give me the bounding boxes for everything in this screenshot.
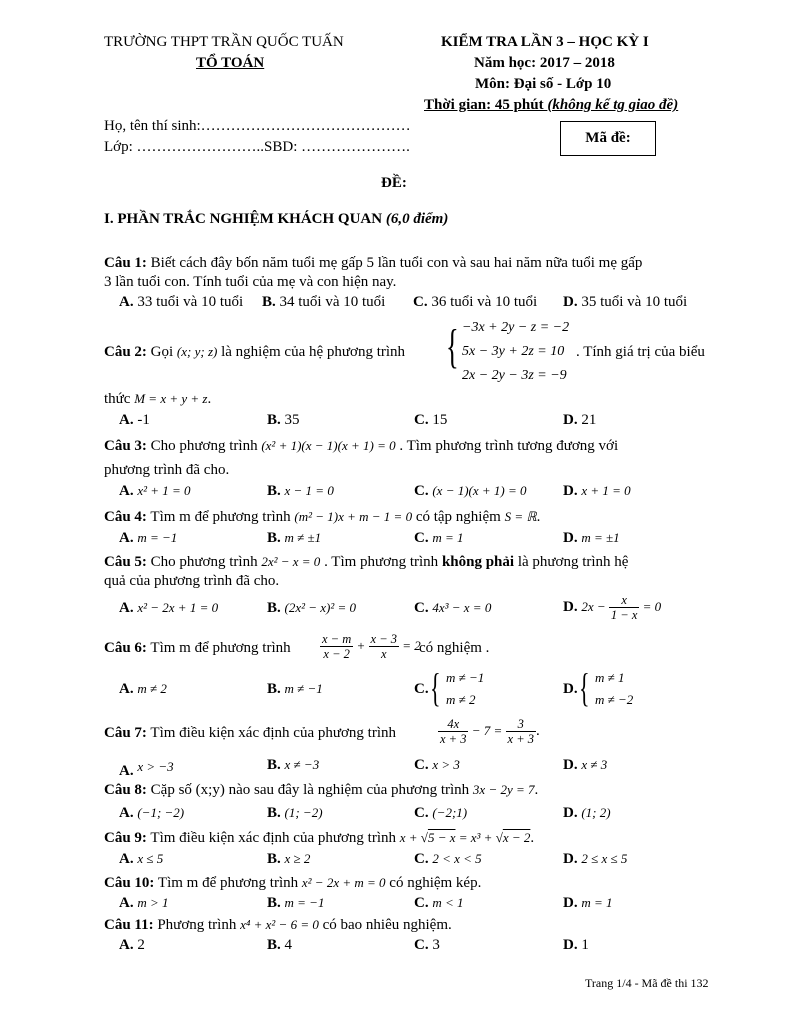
option-label: D. bbox=[563, 805, 578, 821]
option-label: C. bbox=[414, 805, 429, 821]
q5-option-d[interactable] bbox=[563, 593, 661, 622]
q2-option-b[interactable] bbox=[267, 412, 300, 429]
option-label: B. bbox=[267, 483, 281, 499]
option-text: 34 tuổi và 10 tuổi bbox=[275, 294, 386, 310]
question-3-line2: phương trình đã cho. bbox=[104, 462, 230, 478]
question-text: Gọi bbox=[146, 344, 177, 360]
option-label: D. bbox=[563, 530, 578, 546]
q5-option-b[interactable] bbox=[267, 600, 356, 617]
option-label: A. bbox=[119, 294, 134, 310]
option-label: B. bbox=[267, 600, 281, 616]
question-11 bbox=[104, 917, 452, 934]
plus-sign: + bbox=[353, 637, 369, 653]
question-label: Câu 3: bbox=[104, 438, 147, 454]
time-prefix: Thời gian: 45 phút bbox=[424, 97, 548, 113]
option-label: C. bbox=[414, 895, 429, 911]
option-label: B. bbox=[267, 681, 281, 697]
school-name: TRƯỜNG THPT TRẦN QUỐC TUẤN bbox=[104, 34, 344, 50]
option-label: D. bbox=[563, 483, 578, 499]
q4-option-d[interactable] bbox=[563, 530, 620, 547]
question-1-line2: 3 lần tuổi con. Tính tuổi của mẹ và con hiện nay. bbox=[104, 274, 397, 290]
q9-option-d[interactable] bbox=[563, 851, 627, 868]
question-text-post: . bbox=[536, 509, 541, 525]
option-d-brace: { bbox=[579, 665, 590, 710]
q11-option-a[interactable] bbox=[119, 937, 145, 954]
option-label: C. bbox=[414, 483, 429, 499]
option-math: x − 1 = 0 bbox=[284, 483, 334, 498]
option-label: A. bbox=[119, 600, 134, 616]
q6-option-a[interactable] bbox=[119, 681, 167, 698]
option-text: 4 bbox=[280, 937, 293, 953]
option-text: 36 tuổi và 10 tuổi bbox=[427, 294, 538, 310]
q10-option-d[interactable] bbox=[563, 895, 613, 912]
option-math: x ≤ 5 bbox=[137, 851, 164, 866]
option-math: x ≠ −3 bbox=[284, 757, 320, 772]
q1-option-d[interactable] bbox=[563, 294, 687, 311]
q6-option-b[interactable] bbox=[267, 681, 323, 698]
question-text: Tìm m để phương trình bbox=[154, 875, 302, 891]
system-line: m ≠ 2 bbox=[446, 692, 476, 707]
emphasis: không phải bbox=[441, 554, 515, 570]
option-math: x > 3 bbox=[432, 757, 460, 772]
q8-option-b[interactable] bbox=[267, 805, 323, 822]
section-title bbox=[104, 211, 448, 228]
q4-option-b[interactable] bbox=[267, 530, 321, 547]
option-math-tail: = 0 bbox=[639, 598, 662, 614]
option-label: D. bbox=[563, 681, 578, 697]
question-label: Câu 4: bbox=[104, 509, 147, 525]
exam-heading: ĐỀ: bbox=[381, 175, 407, 191]
exam-code-label: Mã đề: bbox=[585, 130, 631, 146]
question-7-equation bbox=[438, 717, 540, 746]
question-label: Câu 5: bbox=[104, 554, 147, 570]
question-3 bbox=[104, 438, 618, 455]
equation: 3x − 2y = 7 bbox=[472, 782, 535, 797]
equation-part: = x³ + bbox=[455, 830, 496, 845]
system-line: m ≠ 1 bbox=[595, 670, 625, 685]
option-label: A. bbox=[119, 530, 134, 546]
option-label: B. bbox=[267, 412, 281, 428]
question-7 bbox=[104, 725, 396, 742]
option-label: A. bbox=[119, 805, 134, 821]
option-text: 33 tuổi và 10 tuổi bbox=[133, 294, 244, 310]
department-name: TỔ TOÁN bbox=[196, 55, 265, 71]
fraction-denominator: x + 3 bbox=[440, 732, 467, 746]
option-math: m < 1 bbox=[432, 895, 464, 910]
option-math: m = ±1 bbox=[581, 530, 620, 545]
option-label: C. bbox=[414, 681, 429, 697]
equation: x⁴ + x² − 6 = 0 bbox=[240, 917, 319, 932]
equation: 2x² − x = 0 bbox=[261, 554, 321, 569]
page-footer: Trang 1/4 - Mã đề thi 132 bbox=[585, 976, 709, 990]
fraction-denominator: x bbox=[381, 647, 387, 661]
q1-option-b[interactable] bbox=[262, 294, 385, 311]
question-text: Biết cách đây bốn năm tuổi mẹ gấp 5 lần tuổi con và sau hai năm nữa tuổi mẹ gấp bbox=[146, 255, 643, 271]
option-label: D. bbox=[563, 294, 578, 310]
option-math: m = 1 bbox=[581, 895, 613, 910]
question-label: Câu 11: bbox=[104, 917, 154, 933]
option-label: D. bbox=[563, 412, 578, 428]
q5-option-a[interactable] bbox=[119, 600, 218, 617]
q3-option-c[interactable] bbox=[414, 483, 527, 500]
fraction-denominator: 1 − x bbox=[610, 608, 638, 622]
q2-option-d[interactable] bbox=[563, 412, 596, 429]
question-2-line2: thức M = x + y + z. bbox=[104, 391, 212, 407]
question-text: Tìm m để phương trình bbox=[146, 509, 295, 525]
fraction-numerator: x bbox=[609, 593, 639, 608]
radicand: 5 − x bbox=[427, 830, 456, 845]
system-line: m ≠ −2 bbox=[595, 692, 634, 707]
q6-option-d[interactable] bbox=[563, 681, 578, 698]
option-math: (1; 2) bbox=[581, 805, 611, 820]
fraction-1 bbox=[320, 632, 353, 661]
question-1 bbox=[104, 255, 642, 272]
fraction-denominator: x − 2 bbox=[323, 647, 350, 661]
q8-option-d[interactable] bbox=[563, 805, 611, 822]
question-text: thức bbox=[104, 391, 135, 407]
option-text: 21 bbox=[577, 412, 597, 428]
option-label: D. bbox=[563, 851, 578, 867]
option-math: 2 ≤ x ≤ 5 bbox=[581, 851, 628, 866]
fraction-1 bbox=[438, 717, 468, 746]
question-2-post: . Tính giá trị của biểu bbox=[576, 344, 705, 360]
question-text-post: là phương trình hệ bbox=[514, 554, 629, 570]
option-math: m > 1 bbox=[137, 895, 169, 910]
option-label: A. bbox=[119, 412, 134, 428]
option-label: B. bbox=[267, 937, 281, 953]
q11-option-d[interactable] bbox=[563, 937, 589, 954]
option-label: A. bbox=[119, 681, 134, 697]
option-label: B. bbox=[267, 530, 281, 546]
equation-mid: − 7 = bbox=[468, 722, 506, 738]
q2-option-a[interactable] bbox=[119, 412, 150, 429]
option-math: m = −1 bbox=[284, 895, 325, 910]
equation: x² − 2x + m = 0 bbox=[301, 875, 386, 890]
question-label: Câu 1: bbox=[104, 255, 147, 271]
period: . bbox=[530, 830, 535, 846]
question-text: Tìm điều kiện xác định của phương trình bbox=[146, 830, 400, 846]
option-text: 3 bbox=[428, 937, 440, 953]
q10-option-b[interactable] bbox=[267, 895, 324, 912]
option-label: C. bbox=[414, 600, 429, 616]
option-label: B. bbox=[267, 895, 281, 911]
option-math: 2 < x < 5 bbox=[432, 851, 482, 866]
question-label: Câu 2: bbox=[104, 344, 147, 360]
q1-option-c[interactable] bbox=[413, 294, 537, 311]
q10-option-a[interactable] bbox=[119, 895, 169, 912]
q1-option-a[interactable] bbox=[119, 294, 243, 311]
equation-system bbox=[462, 316, 569, 388]
option-math: 2x − bbox=[581, 598, 609, 614]
q4-option-a[interactable] bbox=[119, 530, 177, 547]
option-label: A. bbox=[119, 763, 134, 779]
fraction bbox=[609, 593, 639, 622]
student-class-line: Lớp: ……………………..SBD: …………………. bbox=[104, 139, 410, 155]
option-math: (1; −2) bbox=[284, 805, 323, 820]
q4-option-c[interactable] bbox=[414, 530, 464, 547]
fraction-numerator: 3 bbox=[506, 717, 536, 732]
option-math: (2x² − x)² = 0 bbox=[284, 600, 357, 615]
option-text: 2 bbox=[133, 937, 145, 953]
option-math: m ≠ −1 bbox=[284, 681, 323, 696]
option-math: x + 1 = 0 bbox=[581, 483, 631, 498]
option-label: B. bbox=[267, 757, 281, 773]
system-brace: { bbox=[446, 320, 459, 373]
question-label: Câu 10: bbox=[104, 875, 155, 891]
option-math: x > −3 bbox=[137, 759, 174, 774]
question-text-mid: có tập nghiệm bbox=[412, 509, 505, 525]
q9-option-a[interactable] bbox=[119, 851, 163, 868]
question-4 bbox=[104, 509, 540, 526]
question-label: Câu 8: bbox=[104, 782, 147, 798]
option-text: 35 bbox=[280, 412, 300, 428]
period: . bbox=[534, 782, 539, 798]
option-math: m = 1 bbox=[432, 530, 464, 545]
question-5-line2: quả của phương trình đã cho. bbox=[104, 573, 280, 589]
option-d-system bbox=[595, 667, 633, 711]
option-math: m = −1 bbox=[137, 530, 178, 545]
option-math: (−1; −2) bbox=[137, 805, 185, 820]
period: . bbox=[536, 722, 540, 739]
fraction-numerator: x − m bbox=[322, 632, 352, 646]
system-line: m ≠ −1 bbox=[446, 670, 485, 685]
question-text-mid: là nghiệm của hệ phương trình bbox=[217, 344, 406, 360]
option-label: C. bbox=[413, 294, 428, 310]
fraction-numerator: 4x bbox=[438, 717, 468, 732]
exam-title: KIỂM TRA LẦN 3 – HỌC KỲ I bbox=[441, 34, 649, 50]
option-text: -1 bbox=[133, 412, 150, 428]
option-text: 1 bbox=[577, 937, 589, 953]
option-label: D. bbox=[563, 895, 578, 911]
system-eq-2: 5x − 3y + 2z = 10 bbox=[462, 344, 565, 359]
q2-option-c[interactable] bbox=[414, 412, 447, 429]
q7-option-b[interactable] bbox=[267, 757, 319, 774]
option-math: x² − 2x + 1 = 0 bbox=[137, 600, 219, 615]
option-label: A. bbox=[119, 483, 134, 499]
radical-1: √5 − x bbox=[420, 830, 456, 845]
option-math: m ≠ 2 bbox=[137, 681, 167, 696]
option-math: x ≥ 2 bbox=[284, 851, 311, 866]
question-2 bbox=[104, 344, 405, 361]
option-math: (−2;1) bbox=[432, 805, 468, 820]
question-text: Cho phương trình bbox=[146, 554, 262, 570]
radicand: x − 2 bbox=[502, 830, 531, 845]
question-text-post: . Tìm phương trình tương đương với bbox=[395, 438, 619, 454]
option-label: D. bbox=[563, 757, 578, 773]
option-math: x² + 1 = 0 bbox=[137, 483, 191, 498]
question-10 bbox=[104, 875, 481, 892]
system-eq-1: −3x + 2y − z = −2 bbox=[462, 320, 570, 335]
option-label: C. bbox=[414, 530, 429, 546]
option-math: x ≠ 3 bbox=[581, 757, 608, 772]
option-label: C. bbox=[414, 851, 429, 867]
option-label: D. bbox=[563, 598, 578, 615]
question-text-post: có bao nhiêu nghiệm. bbox=[318, 917, 452, 933]
question-label: Câu 6: bbox=[104, 640, 147, 656]
fraction-2 bbox=[369, 632, 399, 661]
q3-option-b[interactable] bbox=[267, 483, 334, 500]
q7-option-c[interactable] bbox=[414, 757, 460, 774]
section-label: I. PHẦN TRẮC NGHIỆM KHÁCH QUAN bbox=[104, 211, 386, 227]
q11-option-b[interactable] bbox=[267, 937, 292, 954]
q8-option-c[interactable] bbox=[414, 805, 467, 822]
option-label: C. bbox=[414, 757, 429, 773]
option-label: A. bbox=[119, 937, 134, 953]
option-math: m ≠ ±1 bbox=[284, 530, 322, 545]
student-name-line: Họ, tên thí sinh:…………………………………… bbox=[104, 118, 411, 134]
option-math: (x − 1)(x + 1) = 0 bbox=[432, 483, 527, 498]
option-label: A. bbox=[119, 895, 134, 911]
question-5 bbox=[104, 554, 628, 571]
q7-option-d[interactable] bbox=[563, 757, 607, 774]
q10-option-c[interactable] bbox=[414, 895, 464, 912]
option-label: B. bbox=[262, 294, 276, 310]
fraction-denominator: x + 3 bbox=[507, 732, 535, 746]
q3-option-d[interactable] bbox=[563, 483, 631, 500]
question-label: Câu 9: bbox=[104, 830, 147, 846]
q9-option-b[interactable] bbox=[267, 851, 310, 868]
section-points: (6,0 điểm) bbox=[385, 211, 449, 227]
option-label: C. bbox=[414, 412, 429, 428]
fraction-numerator: x − 3 bbox=[370, 632, 398, 646]
exam-code-box bbox=[560, 121, 656, 156]
q7-option-a[interactable] bbox=[119, 759, 174, 779]
question-text: Tìm m để phương trình bbox=[146, 640, 291, 656]
option-label: B. bbox=[267, 805, 281, 821]
q11-option-c[interactable] bbox=[414, 937, 440, 954]
option-label: B. bbox=[267, 851, 281, 867]
question-9 bbox=[104, 830, 534, 847]
question-text: Phương trình bbox=[153, 917, 241, 933]
school-year: Năm học: 2017 – 2018 bbox=[474, 55, 615, 71]
option-label: C. bbox=[414, 937, 429, 953]
question-6 bbox=[104, 640, 291, 657]
equation: (x² + 1)(x − 1)(x + 1) = 0 bbox=[261, 438, 396, 453]
question-text-post: có nghiệm kép. bbox=[385, 875, 482, 891]
question-text-mid: . Tìm phương trình bbox=[320, 554, 442, 570]
fraction-2 bbox=[506, 717, 536, 746]
solution-set: S = ℝ bbox=[504, 509, 537, 524]
option-text: 35 tuổi và 10 tuổi bbox=[577, 294, 688, 310]
option-label: A. bbox=[119, 851, 134, 867]
q9-option-c[interactable] bbox=[414, 851, 482, 868]
variables: (x; y; z) bbox=[176, 344, 218, 359]
question-8 bbox=[104, 782, 538, 799]
option-c-brace: { bbox=[430, 665, 441, 710]
system-eq-3: 2x − 2y − 3z = −9 bbox=[462, 368, 567, 383]
question-text: Tìm điều kiện xác định của phương trình bbox=[146, 725, 396, 741]
question-text: Cặp số (x;y) nào sau đây là nghiệm của phương trình bbox=[146, 782, 473, 798]
question-6-post: có nghiệm . bbox=[419, 640, 490, 656]
question-label: Câu 7: bbox=[104, 725, 147, 741]
subject: Môn: Đại số - Lớp 10 bbox=[475, 76, 612, 92]
time-note: (không kể tg giao đề) bbox=[547, 97, 679, 113]
q3-option-a[interactable] bbox=[119, 483, 191, 500]
equation-part: x + bbox=[399, 830, 421, 845]
option-text: 15 bbox=[428, 412, 448, 428]
radical-2: √x − 2 bbox=[495, 830, 531, 845]
equation: (m² − 1)x + m − 1 = 0 bbox=[294, 509, 413, 524]
option-label: D. bbox=[563, 937, 578, 953]
option-c-system bbox=[446, 667, 484, 711]
q6-option-c[interactable] bbox=[414, 681, 429, 698]
q5-option-c[interactable] bbox=[414, 600, 491, 617]
expression: M = x + y + z bbox=[134, 391, 208, 406]
q8-option-a[interactable] bbox=[119, 805, 184, 822]
option-math: 4x³ − x = 0 bbox=[432, 600, 492, 615]
question-text: Cho phương trình bbox=[146, 438, 262, 454]
exam-time bbox=[424, 97, 678, 114]
question-6-equation bbox=[320, 632, 421, 661]
equals-part: = 2 bbox=[399, 637, 421, 653]
